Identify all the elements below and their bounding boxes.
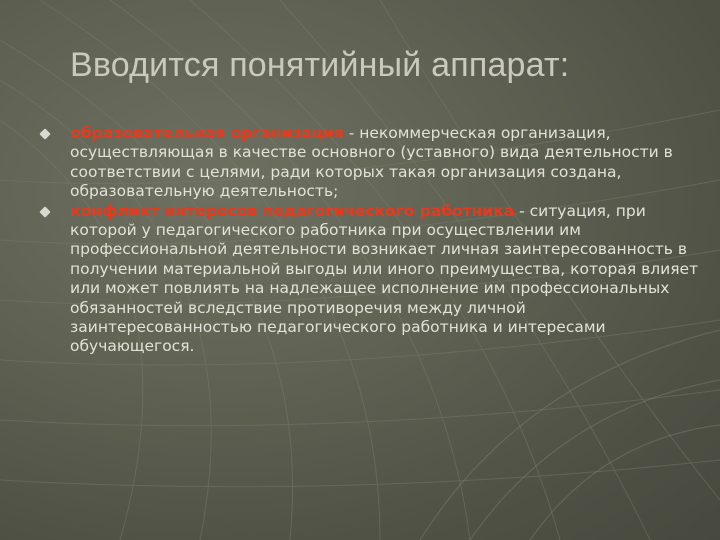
term-highlight: образовательная организация [70, 124, 344, 142]
diamond-bullet-icon [39, 206, 50, 217]
bullet-list [40, 124, 700, 357]
term-highlight: конфликт интересов педагогического работника [70, 201, 515, 220]
term-definition: - ситуация, при которой у педагогического работника при осуществлении им профессиональной деятельности возникает личная заинтересованность в получении материальной выгоды или иного преимущества, которая влияет или может повлиять на надлежащее исполнение им профессиональных обязанностей вследствие противоречия между личной заинтересованностью педагогического работника и интересами обучающегося. [70, 201, 699, 356]
diamond-bullet-icon [39, 128, 50, 139]
slide-title: Вводится понятийный аппарат: [70, 46, 570, 84]
term-definition: - некоммерческая организация, осуществляющая в качестве основного (уставного) вида деятельности в соответствии с целями, ради которых такая организация создана, образовательную деятельность; [70, 124, 673, 201]
list-item [40, 124, 700, 202]
list-item [40, 202, 700, 357]
